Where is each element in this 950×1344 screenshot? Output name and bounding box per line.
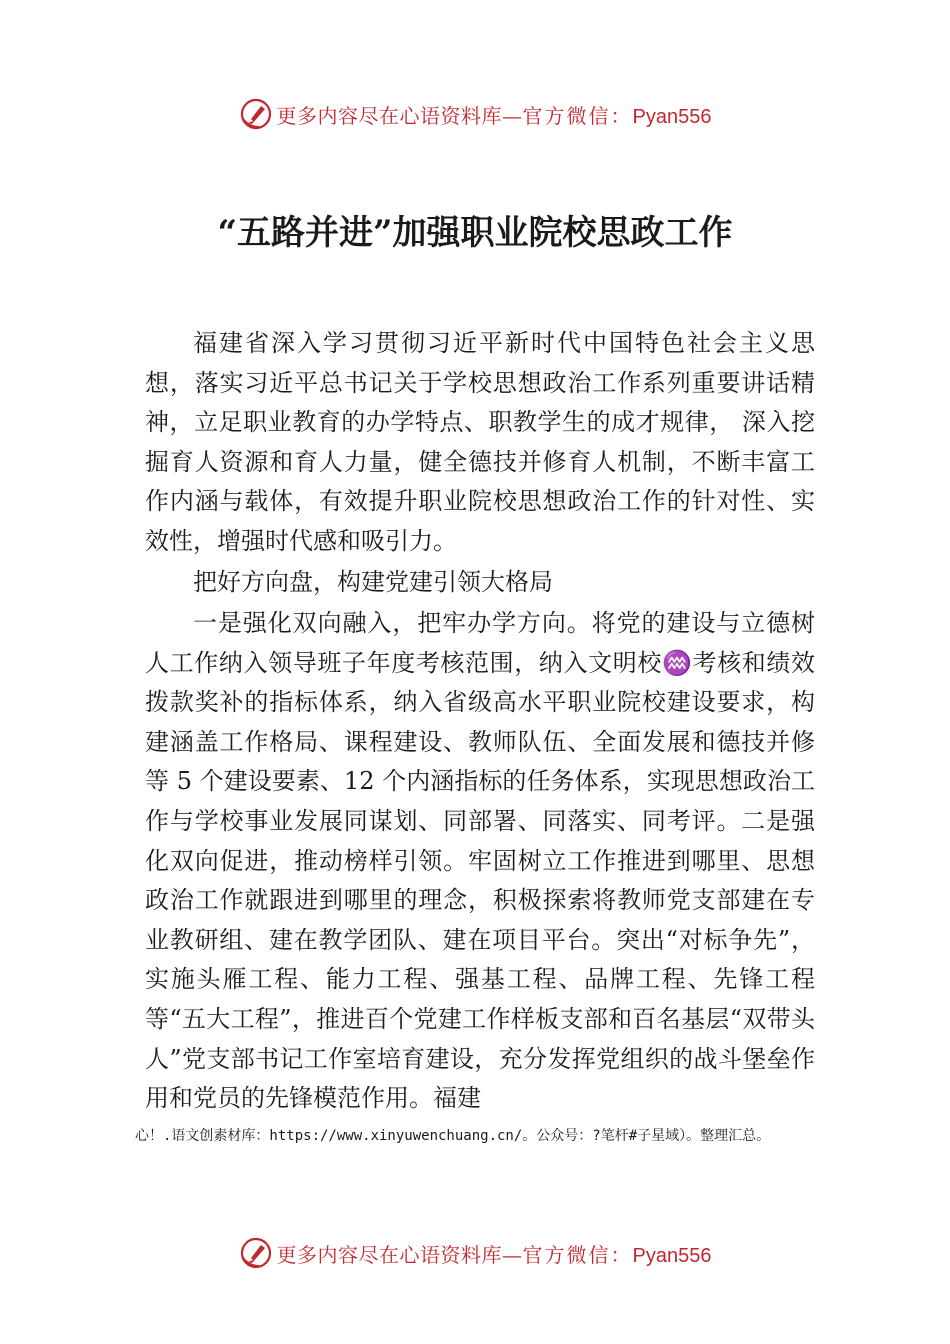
banner-text: 更多内容尽在心语资料库 (276, 103, 503, 128)
banner-text: 更多内容尽在心语资料库 (276, 1242, 503, 1267)
wechat-id: Pyan556 (632, 105, 712, 128)
wechat-label: 官方微信： (522, 105, 633, 128)
wechat-label: 官方微信： (522, 1244, 633, 1267)
pen-nib-circle-icon (239, 1236, 273, 1270)
banner-separator: — (502, 1242, 523, 1267)
bottom-banner (0, 1231, 950, 1275)
source-footnote: 心！.语文创素材库：https://www.xinyuwenchuang.cn/。公众号：?笔杆#子星域）。整理汇总。 (135, 1128, 771, 1144)
paragraph-text: 福建省深入学习贯彻习近平新时代中国特色社会主义思想，落实习近平总书记关于学校思想政治工作系列重要讲话精神，立足职业教育的办学特点、职教学生的成才规律， 深入挖掘育人资源和育人力量，健全德技并修育人机制，不断丰富工作内涵与载体，有效提升职业院校思想政治工作的针对性、实效性，增强时代感和吸引力。 (145, 329, 815, 555)
document-title: “五路并进”加强职业院校思政工作 (217, 213, 733, 253)
pen-nib-circle-icon (239, 97, 273, 131)
banner-label (277, 100, 712, 129)
top-banner (0, 92, 950, 136)
wechat-id: Pyan556 (632, 1244, 712, 1267)
paragraph-intro (145, 324, 815, 562)
paragraph-text: 一是强化双向融入，把牢办学方向。将党的建设与立德树人工作纳入领导班子年度考核范围，纳入文明校♒考核和绩效拨款奖补的指标体系，纳入省级高水平职业院校建设要求，构建涵盖工作格局、课程建设、教师队伍、全面发展和德技并修等 5 个建设要素、12 个内涵指标的任务体系，实现思想政治工作与学校事业发展同谋划、同部署、同落实、同考评。二是强化双向促进，推动榜样引领。牢固树立工作推进到哪里、思想政治工作就跟进到哪里的理念，积极探索将教师党支部建在专业教研组、建在教学团队、建在项目平台。突出“对标争先”，实施头雁工程、能力工程、强基工程、品牌工程、先锋工程等“五大工程”，推进百个党建工作样板支部和百名基层“双带头人”党支部书记工作室培育建设，充分发挥党组织的战斗堡垒作用和党员的先锋模范作用。福建 (145, 609, 815, 1113)
paragraph-main (145, 604, 815, 1119)
banner-label (277, 1239, 712, 1268)
paragraph-heading (145, 563, 815, 603)
section-heading: 把好方向盘，构建党建引领大格局 (193, 568, 553, 596)
banner-separator: — (502, 103, 523, 128)
